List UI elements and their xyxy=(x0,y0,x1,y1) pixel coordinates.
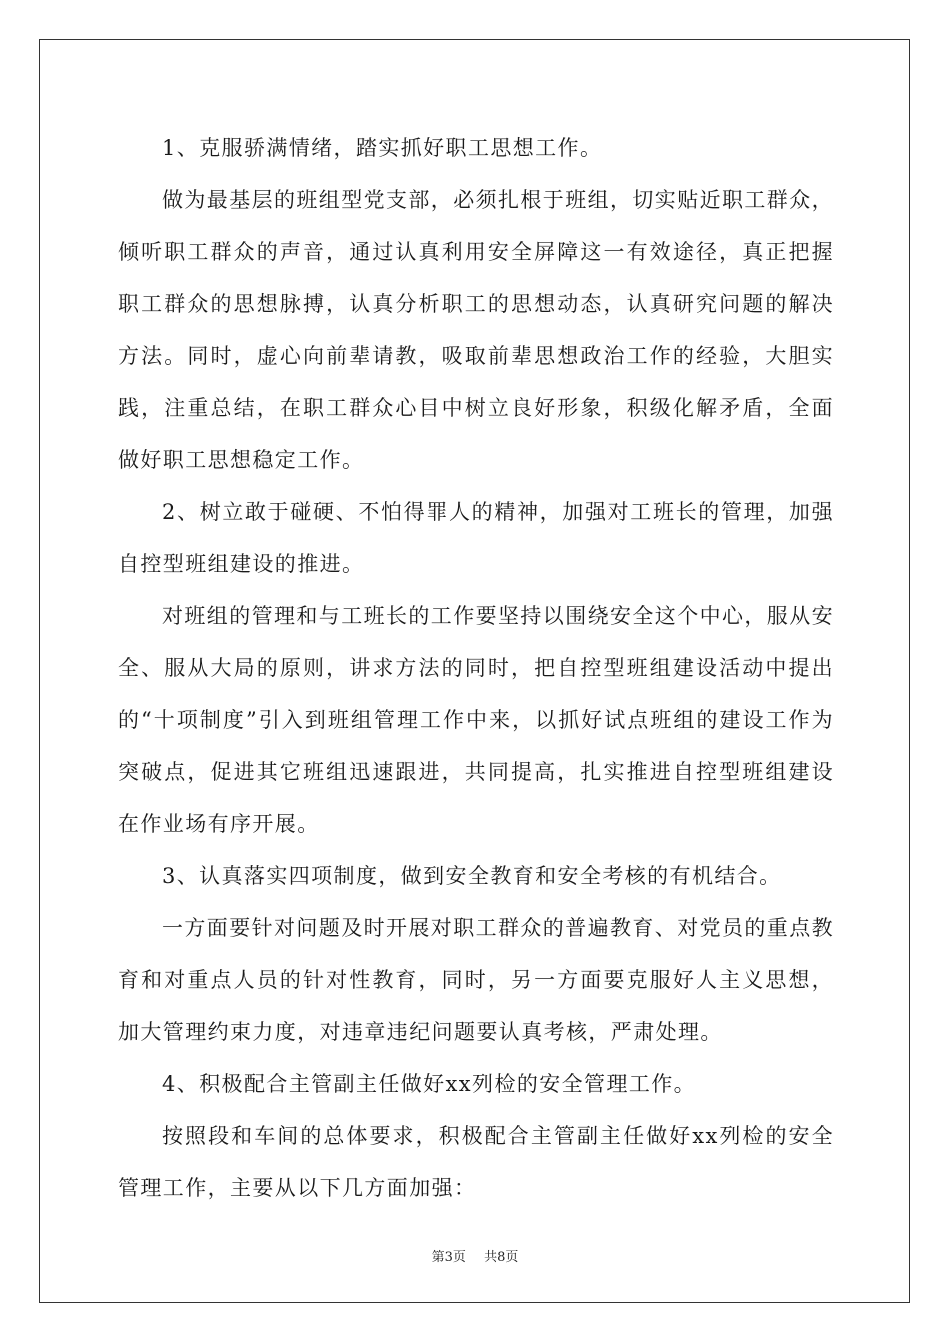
document-body xyxy=(118,122,834,1214)
paragraph-body-1: 做为最基层的班组型党支部，必须扎根于班组，切实贴近职工群众，倾听职工群众的声音，通过认真利用安全屏障这一有效途径，真正把握职工群众的思想脉搏，认真分析职工的思想动态，认真研究问题的解决方法。同时，虚心向前辈请教，吸取前辈思想政治工作的经验，大胆实践，注重总结，在职工群众心目中树立良好形象，积级化解矛盾，全面做好职工思想稳定工作。 xyxy=(118,188,834,472)
page-footer xyxy=(0,1246,950,1265)
paragraph-heading-3: 3、认真落实四项制度，做到安全教育和安全考核的有机结合。 xyxy=(162,864,782,888)
page-number: 第3页 xyxy=(431,1250,466,1265)
paragraph-body-3: 一方面要针对问题及时开展对职工群众的普遍教育、对党员的重点教育和对重点人员的针对性教育，同时，另一方面要克服好人主义思想，加大管理约束力度，对违章违纪问题要认真考核，严肃处理。 xyxy=(118,916,834,1044)
paragraph-heading-1: 1、克服骄满情绪，踏实抓好职工思想工作。 xyxy=(162,136,603,160)
page-total: 共8页 xyxy=(484,1250,519,1265)
paragraph-heading-2: 2、树立敢于碰硬、不怕得罪人的精神，加强对工班长的管理，加强自控型班组建设的推进。 xyxy=(118,500,834,576)
paragraph-body-4: 按照段和车间的总体要求，积极配合主管副主任做好xx列检的安全管理工作，主要从以下几方面加强： xyxy=(118,1124,834,1200)
paragraph-heading-4: 4、积极配合主管副主任做好xx列检的安全管理工作。 xyxy=(162,1072,697,1096)
paragraph-body-2: 对班组的管理和与工班长的工作要坚持以围绕安全这个中心，服从安全、服从大局的原则，讲求方法的同时，把自控型班组建设活动中提出的“十项制度”引入到班组管理工作中来，以抓好试点班组的建设工作为突破点，促进其它班组迅速跟进，共同提高，扎实推进自控型班组建设在作业场有序开展。 xyxy=(118,604,834,836)
